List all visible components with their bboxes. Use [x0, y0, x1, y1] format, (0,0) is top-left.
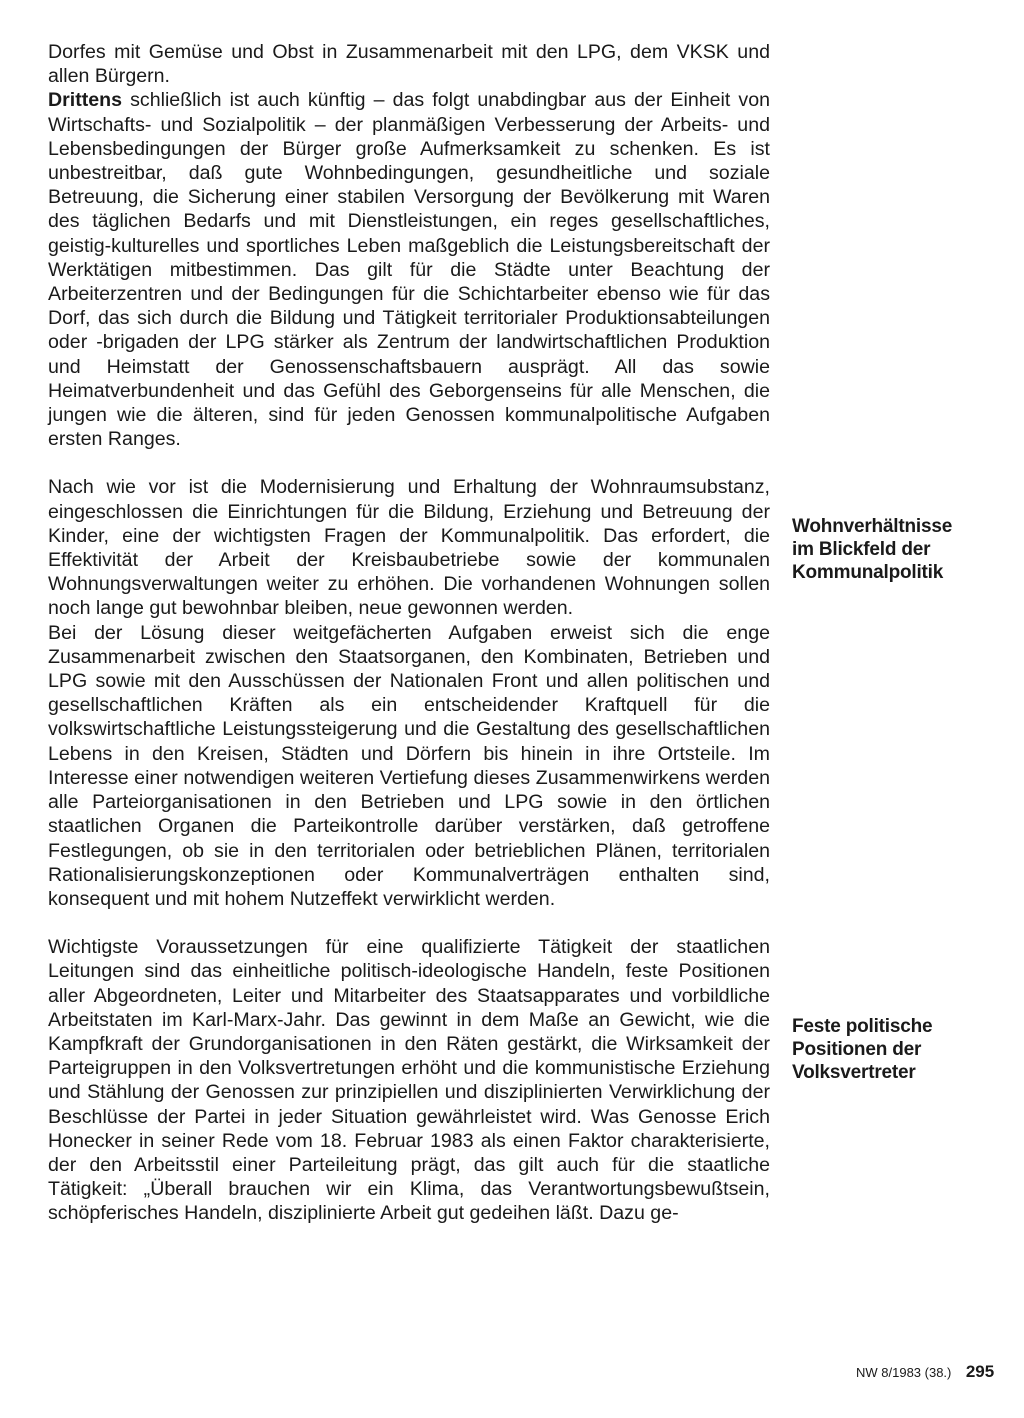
page-number: 295: [965, 1362, 995, 1381]
paragraph-1: Dorfes mit Gemüse und Obst in Zusammenarbeit mit den LPG, dem VKSK und allen Bürgern.: [48, 41, 770, 88]
margin-note-line: Positionen der: [792, 1039, 922, 1060]
margin-note-line: im Blickfeld der: [792, 539, 931, 560]
margin-note-line: Wohnverhältnisse: [792, 516, 953, 537]
paragraph-2-text: schließlich ist auch künftig – das folgt unabdingbar aus der Einheit von Wirtschafts- und Sozialpolitik – der planmäßigen Verbesserung der Arbeits- und Lebensbedingungen der Bürger große Aufmerksamkeit zu schenken. Es ist unbestreitbar, daß gute Wohnbedingungen, gesundheitliche und soziale Betreuung, die Sicherung einer stabilen Versorgung der Bevölkerung mit Waren des täglichen Bedarfs und mit Dienstleistungen, ein reges gesellschaftliches, geistig-kulturelles und sportliches Leben maßgeblich die Leistungsbereitschaft der Werktätigen mitbestimmen. Das gilt für die Städte unter Beachtung der Arbeiterzentren und der Bedingungen für die Schichtarbeiter ebenso wie für das Dorf, das sich durch die Bildung und Tätigkeit territorialer Produktionsabteilungen oder -brigaden der LPG stärker als Zentrum der landwirtschaftlichen Produktion und Heimstatt der Genossenschaftsbauern ausprägt. All das sowie Heimatverbundenheit und das Gefühl des Geborgenseins für alle Menschen, die jungen wie die älteren, sind für jeden Genossen kommunalpolitische Aufgaben ersten Ranges.: [48, 89, 770, 451]
paragraph-4: Bei der Lösung dieser weitgefächerten Aufgaben erweist sich die enge Zusammenarbeit zwischen den Staatsorganen, den Kombinaten, Betrieben und LPG sowie mit den Ausschüssen der Nationalen Front und allen politischen und gesellschaftlichen Kräften als ein entscheidender Kraftquell für die volkswirtschaftliche Leistungssteigerung und die Gestaltung des gesellschaftlichen Lebens in den Kreisen, Städten und Dörfern bis hinein in ihre Ortsteile. Im Interesse einer notwendigen weiteren Vertiefung dieses Zusammenwirkens werden alle Parteiorganisationen in den Betrieben und LPG sowie in den örtlichen staatlichen Organen die Parteikontrolle darüber verstärken, daß getroffene Festlegungen, ob sie in den territorialen oder betrieblichen Plänen, territorialen Rationalisierungskonzeptionen oder Kommunalverträgen enthalten sind, konsequent und mit hohem Nutzeffekt verwirklicht werden.: [48, 621, 770, 910]
margin-note-line: Kommunalpolitik: [792, 562, 944, 583]
paragraph-3: Nach wie vor ist die Modernisierung und Erhaltung der Wohnraumsubstanz, eingeschlossen die Einrichtungen für die Bildung, Erziehung und Betreuung der Kinder, eine der wichtigsten Fragen der Kommunalpolitik. Das erfordert, die Effektivität der Arbeit der Kreisbaubetriebe sowie der kommunalen Wohnungsverwaltungen weiter zu erhöhen. Die vorhandenen Wohnungen sollen noch lange gut bewohnbar bleiben, neue gewonnen werden.: [48, 476, 770, 620]
margin-note-line: Volksvertreter: [792, 1062, 916, 1083]
main-text-column: [48, 40, 770, 1226]
paragraph-2: [48, 88, 770, 451]
margin-note-wohnverhaeltnisse: [792, 515, 992, 584]
page-footer: [856, 1362, 994, 1382]
issue-reference: NW 8/1983 (38.): [856, 1365, 952, 1380]
margin-note-line: Feste politische: [792, 1016, 933, 1037]
paragraph-2-lead: Drittens: [48, 89, 123, 112]
paragraph-5: Wichtigste Voraussetzungen für eine qualifizierte Tätigkeit der staatlichen Leitungen sind das einheitliche politisch-ideologische Handeln, feste Positionen aller Abgeordneten, Leiter und Mitarbeiter des Staatsapparates und vorbildliche Arbeitstaten im Karl-Marx-Jahr. Das gewinnt in dem Maße an Gewicht, wie die Kampfkraft der Grundorganisationen in den Räten gestärkt, die Wirksamkeit der Parteigruppen in den Volksvertretungen erhöht und die kommunistische Erziehung und Stählung der Genossen zur prinzipiellen und disziplinierten Verwirklichung der Beschlüsse der Partei in jeder Situation gewährleistet wird. Was Genosse Erich Honecker in seiner Rede vom 18. Februar 1983 als einen Faktor charakterisierte, der den Arbeitsstil einer Parteileitung prägt, das gilt auch für die staatliche Tätigkeit: „Überall brauchen wir ein Klima, das Verantwortungsbewußtsein, schöpferisches Handeln, disziplinierte Arbeit gut gedeihen läßt. Dazu ge-: [48, 936, 770, 1225]
margin-note-feste-positionen: [792, 1015, 992, 1084]
